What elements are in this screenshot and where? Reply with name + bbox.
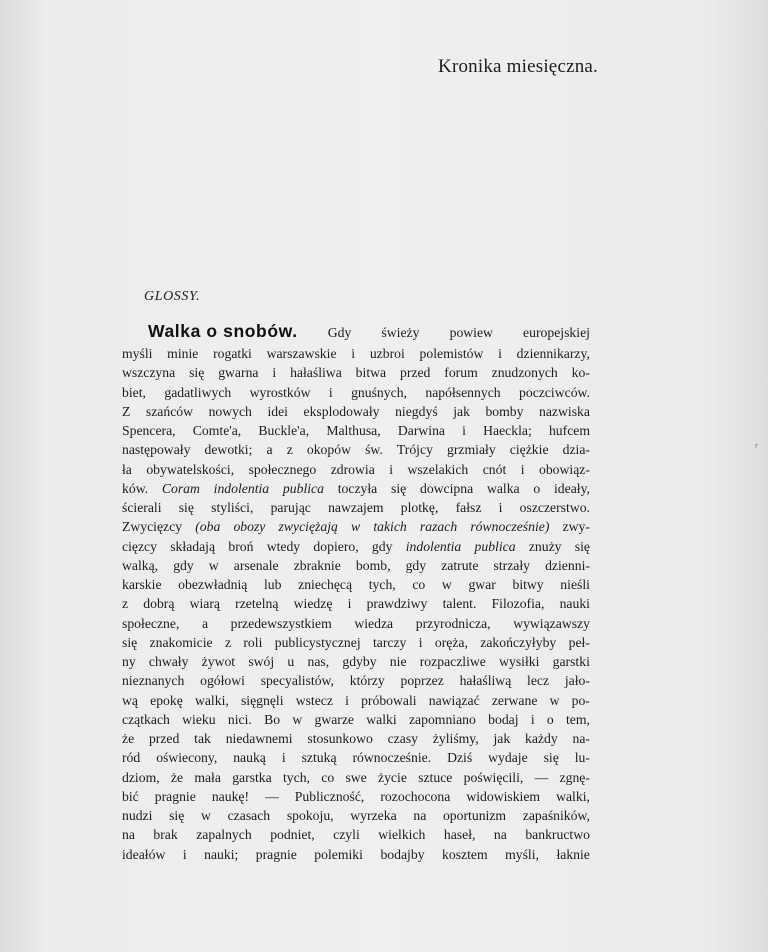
text-line: z dobrą wiarą rzetelną wiedzę i prawdziwy talent. Filozofia, nauki bbox=[122, 596, 590, 612]
text-line: ród oświecony, nauką i sztuką równocześnie. Dziś wydaje się lu- bbox=[122, 750, 590, 766]
running-head: Kronika miesięczna. bbox=[438, 56, 598, 77]
text-line: wą epokę walki, sięgnęli wstecz i próbowali nawiązać zerwane w po- bbox=[122, 692, 590, 708]
text-line: biet, gadatliwych wyrostków i gnuśnych, napółsennych poczciwców. bbox=[122, 384, 590, 400]
text-line: ny chwały żywot swój u nas, gdyby nie rozpaczliwe wysiłki garstki bbox=[122, 654, 590, 669]
text-line: Z szańców nowych idei eksplodowały niegdyś jak bomby nazwiska bbox=[122, 403, 590, 419]
section-label: GLOSSY. bbox=[144, 289, 201, 304]
text-line: bić pragnie naukę! — Publiczność, rozochocona widowiskiem walki, bbox=[122, 788, 590, 804]
text-line: na brak zapalnych podniet, czyli wielkich haseł, na bankructwo bbox=[122, 827, 590, 843]
text-line: że przed tak niedawnemi stosunkowo czasy żyliśmy, jak każdy na- bbox=[122, 731, 590, 746]
margin-mark: ʳ bbox=[755, 440, 758, 454]
text-line: Spencera, Comte'a, Buckle'a, Malthusa, Darwina i Haeckla; hufcem bbox=[122, 423, 590, 438]
text-line: walką, gdy w arsenale zbraknie bomb, gdy zatrute strzały dzienni- bbox=[122, 557, 590, 573]
text-line: wszczyna się gwarna i hałaśliwa bitwa przed forum znudzonych ko- bbox=[122, 365, 590, 381]
text-line: czątkach wieku nici. Bo w gwarze walki zapomniano bodaj i o tem, bbox=[122, 711, 590, 727]
article-heading: Walka o snobów. bbox=[148, 321, 298, 341]
text-line: ków. Coram indolentia publica toczyła się dowcipna walka o ideały, bbox=[122, 480, 590, 496]
text-line: społeczne, a przedewszystkiem wiedza przyrodnicza, wywiązawszy bbox=[122, 615, 590, 631]
text-line: Zwycięzcy (oba obozy zwyciężają w takich razach równocześnie) zwy- bbox=[122, 519, 590, 535]
text-line: myśli minie rogatki warszawskie i uzbroi polemistów i dziennikarzy, bbox=[122, 346, 590, 361]
text-line: ła obywatelskości, społecznego zdrowia i wszelakich cnót i obowiąz- bbox=[122, 461, 590, 477]
text-line: się znakomicie z roli publicystycznej tarczy i oręża, zakończyłyby peł- bbox=[122, 634, 590, 650]
text-line: nudzi się w czasach spokoju, wyrzeka na oportunizm zapaśników, bbox=[122, 808, 590, 823]
text-line: ścierali się styliści, parując nawzajem plotkę, fałsz i oszczerstwo. bbox=[122, 500, 590, 515]
text-line: karskie obezwładnią lub zniechęcą tych, co w gwar bitwy nieśli bbox=[122, 577, 590, 592]
text-line: nieznanych ogółowi specyalistów, którzy poprzez hałaśliwą lecz jało- bbox=[122, 673, 590, 689]
article-body bbox=[122, 322, 590, 864]
text-line: Walka o snobów. Gdy świeży powiew europejskiej bbox=[148, 321, 590, 341]
text-line: cięzcy składają broń wtedy dopiero, gdy indolentia publica znuży się bbox=[122, 538, 590, 554]
text-line: ideałów i nauki; pragnie polemiki bodajby kosztem myśli, łaknie bbox=[122, 846, 590, 862]
text-line: następowały dewotki; a z okopów św. Trójcy grzmiały ciężkie dzia- bbox=[122, 442, 590, 458]
text-line: dziom, że mała garstka tych, co swe życie sztuce poświęcili, — zgnę- bbox=[122, 769, 590, 785]
